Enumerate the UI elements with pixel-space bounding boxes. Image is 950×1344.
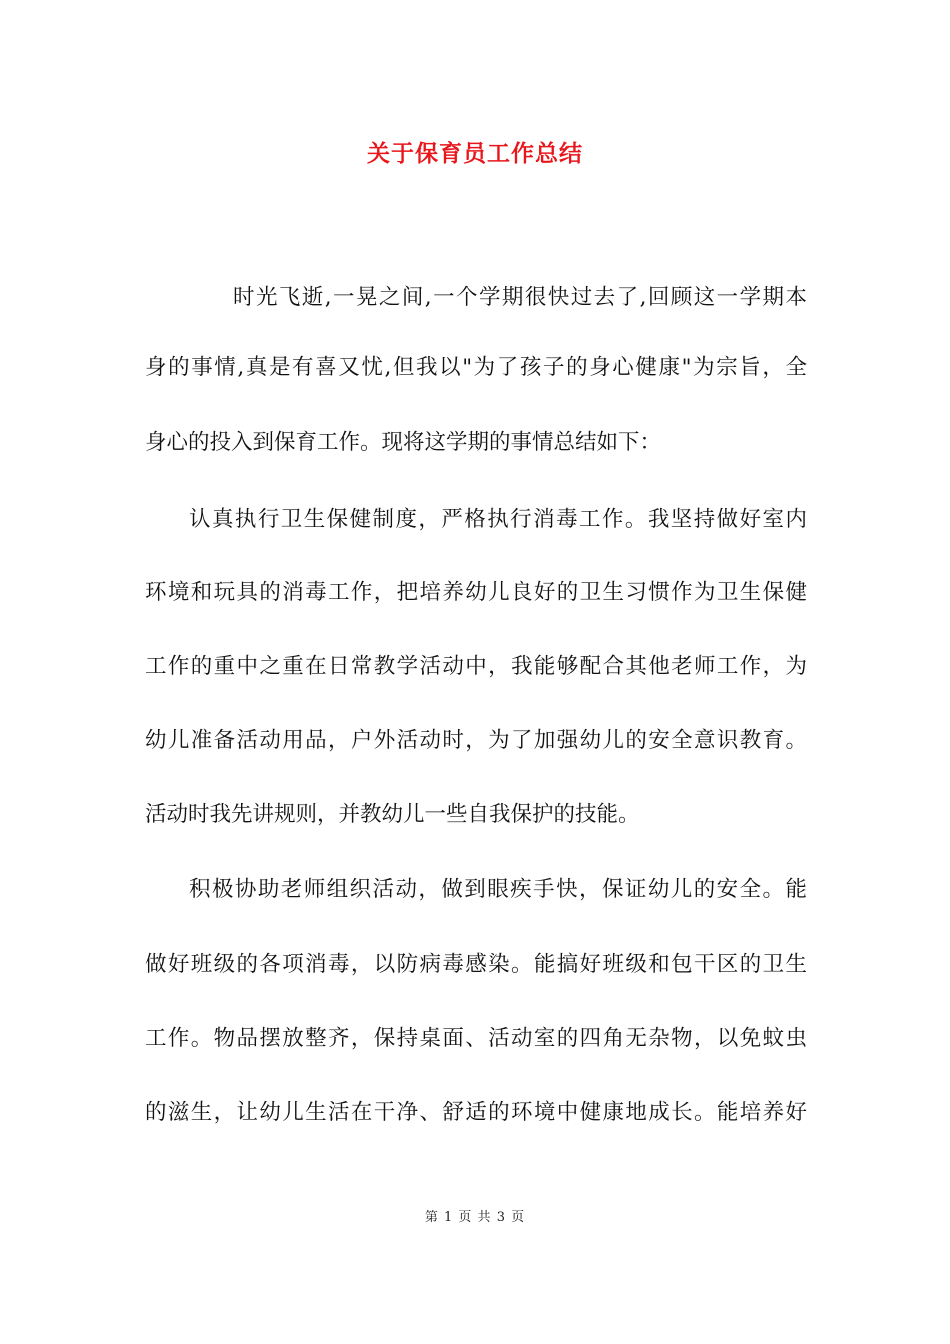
paragraph-3-line-2: 做好班级的各项消毒，以防病毒感染。能搞好班级和包干区的卫生	[145, 952, 807, 977]
paragraph-1-line-1: 时光飞逝,一晃之间,一个学期很快过去了,回顾这一学期本	[233, 285, 807, 310]
paragraph-2-line-2: 环境和玩具的消毒工作，把培养幼儿良好的卫生习惯作为卫生保健	[145, 580, 807, 605]
paragraph-3-line-4: 的滋生，让幼儿生活在干净、舒适的环境中健康地成长。能培养好	[145, 1100, 807, 1125]
paragraph-2-line-4: 幼儿准备活动用品，户外活动时，为了加强幼儿的安全意识教育。	[145, 728, 807, 753]
paragraph-3-line-3: 工作。物品摆放整齐，保持桌面、活动室的四角无杂物，以免蚊虫	[145, 1026, 807, 1051]
page-number-footer: 第 1 页 共 3 页	[424, 1210, 526, 1225]
paragraph-1-line-2: 身的事情,真是有喜又忧,但我以"为了孩子的身心健康"为宗旨，全	[145, 355, 807, 380]
paragraph-3-line-1: 积极协助老师组织活动，做到眼疾手快，保证幼儿的安全。能	[189, 877, 807, 902]
paragraph-1-line-3: 身心的投入到保育工作。现将这学期的事情总结如下：	[145, 430, 662, 455]
document-title: 关于保育员工作总结	[367, 140, 583, 167]
paragraph-2-line-5: 活动时我先讲规则，并教幼儿一些自我保护的技能。	[145, 802, 640, 827]
paragraph-2-line-1: 认真执行卫生保健制度，严格执行消毒工作。我坚持做好室内	[189, 507, 807, 532]
paragraph-2-line-3: 工作的重中之重在日常教学活动中，我能够配合其他老师工作，为	[145, 654, 807, 679]
